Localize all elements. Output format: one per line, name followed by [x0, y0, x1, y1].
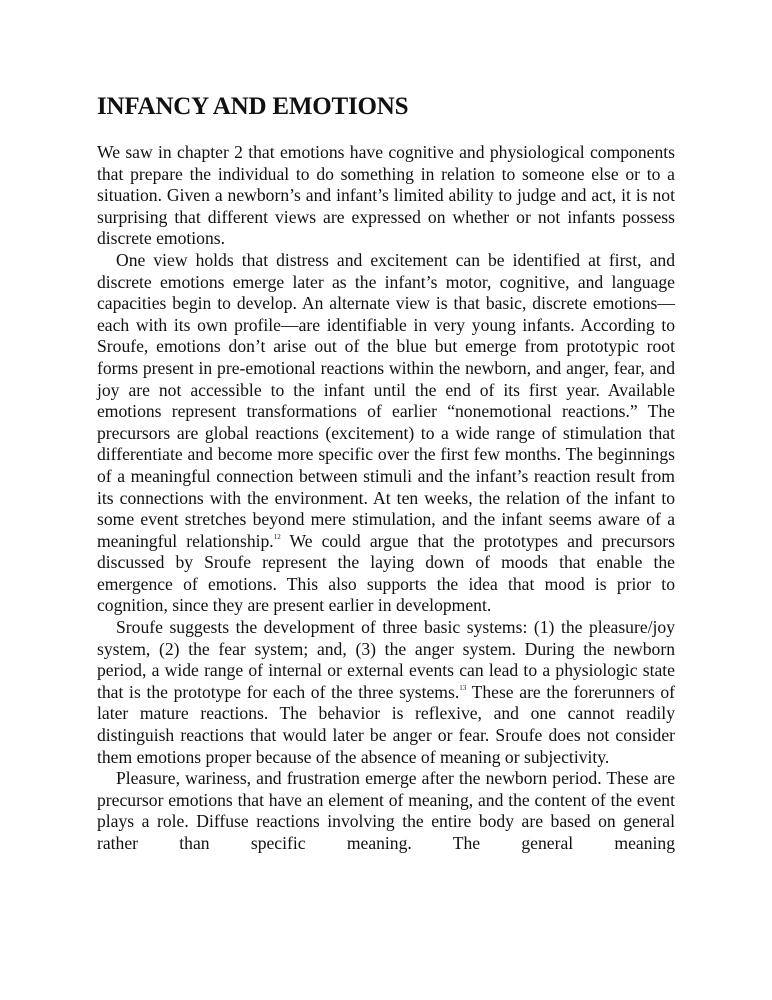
paragraph-2 [97, 250, 675, 617]
paragraph-2-text-b: We could argue that the prototypes and precursors discussed by Sroufe represent the laying down of moods that enable the emergence of emotions. This also supports the idea that mood is prior to cognition, since they are present earlier in development. [97, 530, 675, 616]
section-heading: INFANCY AND EMOTIONS [97, 93, 409, 120]
book-page [97, 92, 675, 855]
paragraph-1: We saw in chapter 2 that emotions have cognitive and physiological components that prepare the individual to do something in relation to someone else or to a situation. Given a newborn’s and infant’s limited ability to judge and act, it is not surprising that different views are expressed on whether or not infants possess discrete emotions. [97, 142, 675, 249]
paragraph-4: Pleasure, wariness, and frustration emerge after the newborn period. These are precursor emotions that have an element of meaning, and the content of the event plays a role. Diffuse reactions involving the entire body are based on general rather than specific meaning. The general meaning [97, 768, 675, 853]
paragraph-3-text-b: These are the forerunners of later mature reactions. The behavior is reflexive, and one cannot readily distinguish reactions that would later be anger or fear. Sroufe does not consider them emotions proper because of the absence of meaning or subjectivity. [97, 681, 675, 767]
footnote-marker-13: 13 [459, 683, 467, 692]
footnote-marker-12: 12 [273, 532, 281, 541]
paragraph-3-text-a: Sroufe suggests the development of three basic systems: (1) the pleasure/joy system, (2) the fear system; and, (3) the anger system. During the newborn period, a wide range of internal or external events can lead to a physiologic state that is the prototype for each of the three systems. [97, 617, 675, 702]
paragraph-2-text-a: One view holds that distress and excitement can be identified at first, and discrete emotions emerge later as the infant’s motor, cognitive, and language capacities begin to develop. An alternate view is that basic, discrete emotions—each with its own profile—are identifiable in very young infants. According to Sroufe, emotions don’t arise out of the blue but emerge from prototypic root forms present in pre-emotional reactions within the newborn, and anger, fear, and joy are not accessible to the infant until the end of its first year. Available emotions represent transformations of earlier “nonemotional reactions.” The precursors are global reactions (excitement) to a wide range of stimulation that differentiate and become more specific over the first few months. The beginnings of a meaningful connection between stimuli and the infant’s reaction result from its connections with the environment. At ten weeks, the relation of the infant to some event stretches beyond mere stimulation, and the infant seems aware of a meaningful relationship. [97, 249, 675, 551]
paragraph-3 [97, 617, 675, 768]
